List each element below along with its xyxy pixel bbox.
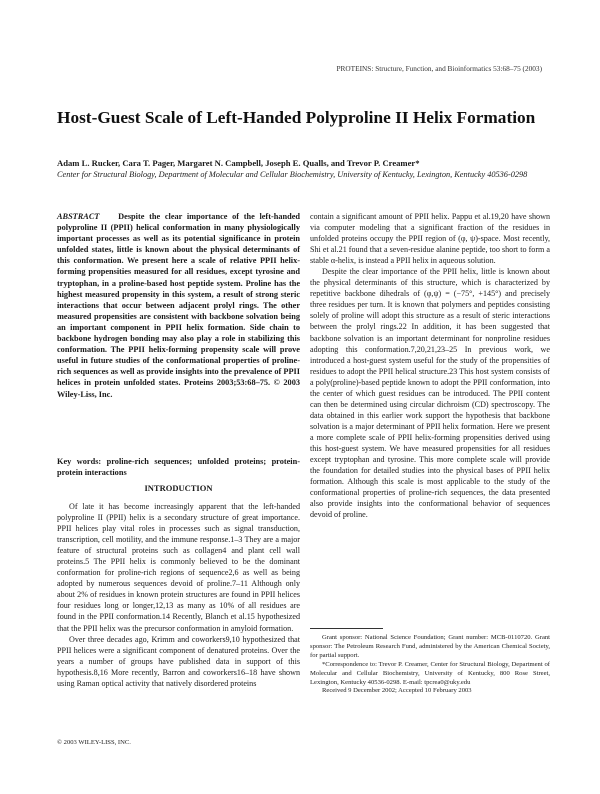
abstract-copyright: © 2003 Wiley-Liss, Inc.: [57, 378, 300, 399]
paragraph: Of late it has become increasingly apparent that the left-handed polyproline II (PPII) helix is a secondary structure of great importance. PPII helices play vital roles in processes such as signal transduction, transcription, cell motility, and the immune response.1–3 They are a major feature of structural proteins such as collagen4 and plant cell wall proteins.5 The PPII helix is commonly believed to be the dominant conformation for proline-rich regions of sequence2,6 as well as being adopted by numerous sequences devoid of proline.7–11 Although only about 2% of residues in known protein structures are found in PPII helices four residues long or longer,12,13 as many as 10% of all residues are found in the PPII conformation.14 Recently, Blanch et al.15 hypothesized that the PPII helix was the precursor conformation in amyloid formation.: [57, 502, 300, 633]
article-title: Host-Guest Scale of Left-Handed Polyproline II Helix Formation: [57, 108, 536, 127]
author-list: Adam L. Rucker, Cara T. Pager, Margaret N. Campbell, Joseph E. Qualls, and Trevor P. Creamer*: [57, 158, 420, 168]
received-footnote: Received 9 December 2002; Accepted 10 February 2003: [322, 687, 472, 695]
paragraph: Over three decades ago, Krimm and coworkers9,10 hypothesized that PPII helices were a significant component of denatured proteins. Over the years a number of groups have published data in support of this hypothesis.8,16 More recently, Barron and coworkers16–18 have shown using Raman optical activity that natively disordered proteins: [57, 634, 300, 688]
copyright-notice: © 2003 WILEY-LISS, INC.: [57, 739, 131, 746]
affiliation: Center for Structural Biology, Department of Molecular and Cellular Biochemistry, University of Kentucky, Lexington, Kentucky 40536-0298: [57, 170, 528, 179]
right-column-body: [310, 211, 550, 520]
paragraph: Despite the clear importance of the PPII helix, little is known about the physical determinants of this structure, which is characterized by repetitive backbone dihedrals of (φ,ψ) = (−75°, +145°) and precisely three residues per turn. It is known that polymers and peptides consisting solely of proline will adopt this structure as a result of steric interactions between the prolyl rings.22 In addition, it has been suggested that backbone solvation is an important determinant for nonproline residues adopting this conformation.7,20,21,23–25 In previous work, we introduced a host-guest system useful for the study of the propensities of residues to adopt the PPII helical structure.23 This host system consists of a poly(proline)-based peptide known to adopt the PPII conformation, into the center of which guest residues can be introduced. The PPII content can then be determined using circular dichroism (CD) spectroscopy. The data obtained in this earlier work support the hypothesis that backbone solvation is a major determinant of PPII helix formation. Here we present a more complete scale of PPII helix-forming propensities derived using this host-guest system. We have measured propensities for all residues except tryptophan and tyrosine. This more complete scale will provide the foundation for detailed studies into the physical bases of PPII helix formation. Although this scale is most applicable to the study of the conformational properties of proline-rich sequences, the data presented also provide insights into the conformational behavior of sequences devoid of proline.: [310, 267, 550, 520]
correspondence-footnote: *Correspondence to: Trevor P. Creamer, Center for Structural Biology, Department of Molecular and Cellular Biochemistry, University of Kentucky, 800 Rose Street, Lexington, Kentucky 40536-0298. E-mail: tpcrea0@uky.edu: [310, 660, 550, 686]
paragraph: contain a significant amount of PPII helix. Pappu et al.19,20 have shown via computer modeling that a significant fraction of the residues in unfolded proteins occupy the PPII region of (φ, ψ)-space. Most recently, Shi et al.21 found that a seven-residue alanine peptide, too short to form a stable α-helix, is instead a PPII helix in aqueous solution.: [310, 212, 550, 266]
footnotes: [310, 634, 550, 696]
footnote-divider: [310, 628, 383, 629]
running-head: PROTEINS: Structure, Function, and Bioinformatics 53:68–75 (2003): [336, 64, 542, 73]
abstract-label: ABSTRACT: [57, 212, 100, 221]
section-heading-introduction: INTRODUCTION: [144, 483, 213, 493]
grant-footnote: Grant sponsor: National Science Foundation; Grant number: MCB-0110720. Grant sponsor: The Petroleum Research Fund, administered by the American Chemical Society, for partial support.: [310, 634, 550, 659]
keywords: Key words: proline-rich sequences; unfolded proteins; protein-protein interactions: [57, 457, 300, 478]
introduction-body: [57, 501, 300, 689]
abstract: [57, 211, 300, 400]
abstract-text: Despite the clear importance of the left-handed polyproline II (PPII) helical conformation in many physiologically important processes as well as its potential significance in protein unfolded states, little is known about the physical determinants of this conformation. We present here a scale of relative PPII helix-forming propensities measured for all residues, except tyrosine and tryptophan, in a proline-based host peptide system. Proline has the highest measured propensity in this system, a result of strong steric interactions that occur between adjacent prolyl rings. The other measured propensities are consistent with backbone solvation being an important component in PPII helix formation. Side chain to backbone hydrogen bonding may also play a role in stabilizing this conformation. The PPII helix-forming propensity scale will prove useful in future studies of the conformational properties of proline-rich sequences as well as provide insights into the prevalence of PPII helices in protein unfolded states. Proteins 2003;53:68–75.: [57, 212, 301, 388]
